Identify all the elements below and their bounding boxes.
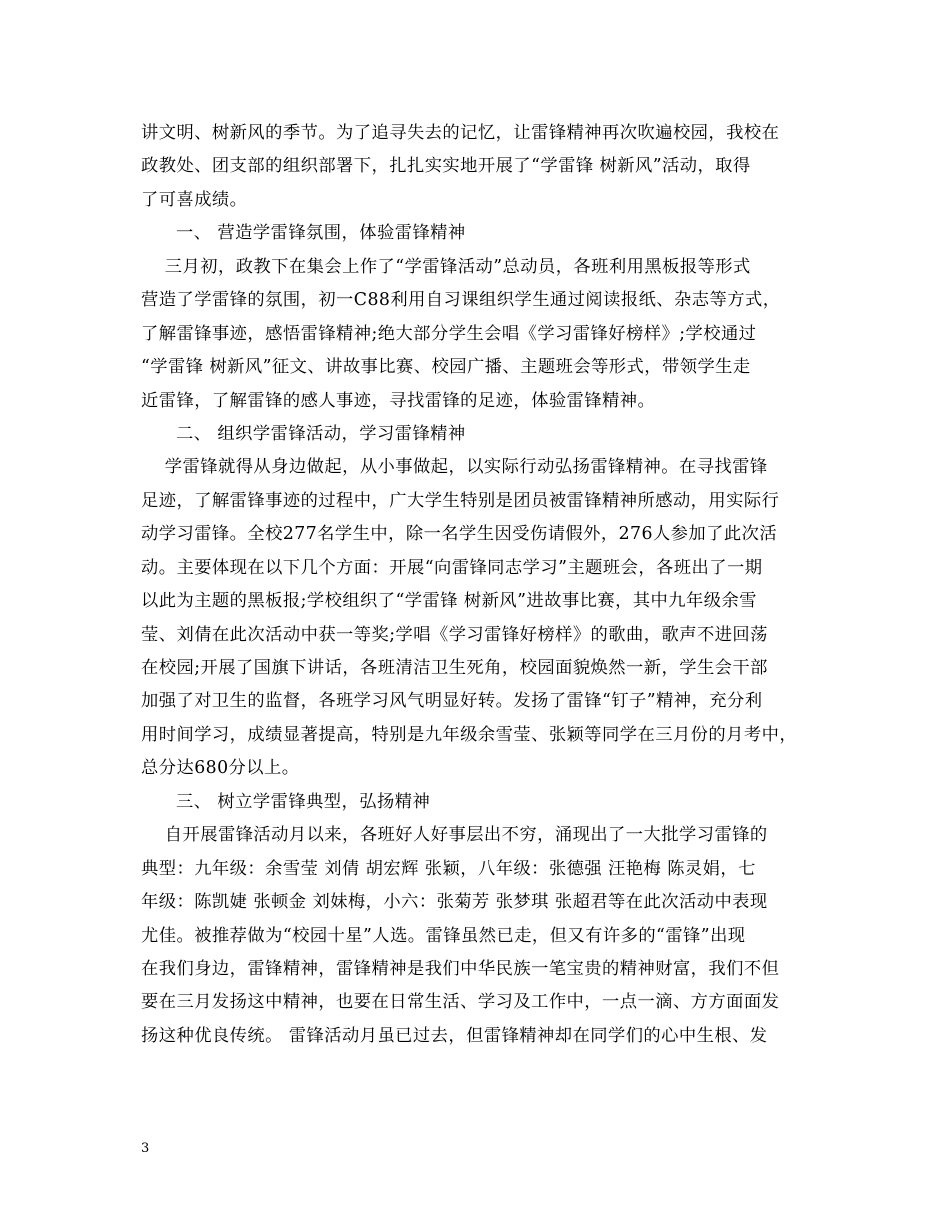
text-line: 典型：九年级：余雪莹 刘倩 胡宏辉 张颖，八年级：张德强 汪艳梅 陈灵娟，七 [141, 858, 756, 879]
text-line: 在我们身边，雷锋精神，雷锋精神是我们中华民族一笔宝贵的精神财富，我们不但 [141, 958, 780, 979]
text-line: 尤佳。被推荐做为“校园十星”人选。雷锋虽然已走，但又有许多的“雷锋”出现 [141, 925, 746, 946]
text-line: 了解雷锋事迹，感悟雷锋精神;绝大部分学生会唱《学习雷锋好榜样》;学校通过 [141, 323, 757, 344]
text-line: 学雷锋就得从身边做起，从小事做起，以实际行动弘扬雷锋精神。在寻找雷锋 [141, 457, 768, 478]
text-line: 政教处、团支部的组织部署下，扎扎实实地开展了“学雷锋 树新风”活动，取得 [141, 156, 751, 177]
text-line: 讲文明、树新风的季节。为了追寻失去的记忆，让雷锋精神再次吹遍校园，我校在 [141, 123, 780, 143]
section-heading-2: 二、 组织学雷锋活动，学习雷锋精神 [176, 423, 466, 444]
text-line: 以此为主题的黑板报;学校组织了“学雷锋 树新风”进故事比赛，其中九年级余雪 [141, 591, 757, 612]
text-line: 加强了对卫生的监督，各班学习风气明显好转。发扬了雷锋“钉子”精神，充分利 [141, 691, 763, 712]
page-number: 3 [141, 1141, 150, 1156]
text-line: 自开展雷锋活动月以来，各班好人好事层出不穷，涌现出了一大批学习雷锋的 [141, 825, 768, 846]
section-heading-3: 三、 树立学雷锋典型，弘扬精神 [176, 791, 431, 812]
text-line: 了可喜成绩。 [141, 189, 248, 210]
text-line: 年级：陈凯婕 张顿金 刘妹梅，小六：张菊芳 张梦琪 张超君等在此次活动中表现 [141, 892, 768, 913]
text-line: 动学习雷锋。全校277名学生中，除一名学生因受伤请假外，276人参加了此次活 [141, 524, 778, 545]
text-line: 在校园;开展了国旗下讲话，各班清洁卫生死角，校园面貌焕然一新，学生会干部 [141, 658, 768, 678]
section-heading-1: 一、 营造学雷锋氛围，体验雷锋精神 [176, 223, 466, 244]
text-line: 莹、刘倩在此次活动中获一等奖;学唱《学习雷锋好榜样》的歌曲，歌声不进回荡 [141, 624, 768, 645]
text-line: 扬这种优良传统。 雷锋活动月虽已过去，但雷锋精神却在同学们的心中生根、发 [141, 1025, 768, 1046]
text-line: “学雷锋 树新风”征文、讲故事比赛、校园广播、主题班会等形式，带领学生走 [141, 357, 751, 378]
text-line: 总分达680分以上。 [141, 758, 300, 779]
text-line: 营造了学雷锋的氛围，初一C88利用自习课组织学生通过阅读报纸、杂志等方式， [141, 290, 781, 311]
text-line: 足迹，了解雷锋事迹的过程中，广大学生特别是团员被雷锋精神所感动，用实际行 [141, 490, 780, 511]
text-line: 要在三月发扬这中精神，也要在日常生活、学习及工作中，一点一滴、方方面面发 [141, 992, 780, 1013]
body-text [141, 117, 813, 1053]
text-line: 近雷锋，了解雷锋的感人事迹，寻找雷锋的足迹，体验雷锋精神。 [141, 390, 656, 411]
text-line: 用时间学习，成绩显著提高，特别是九年级余雪莹、张颖等同学在三月份的月考中， [141, 724, 798, 745]
text-line: 三月初，政教下在集会上作了“学雷锋活动”总动员，各班利用黑板报等形式 [141, 256, 751, 277]
text-line: 动。主要体现在以下几个方面：开展“向雷锋同志学习”主题班会，各班出了一期 [141, 557, 763, 578]
